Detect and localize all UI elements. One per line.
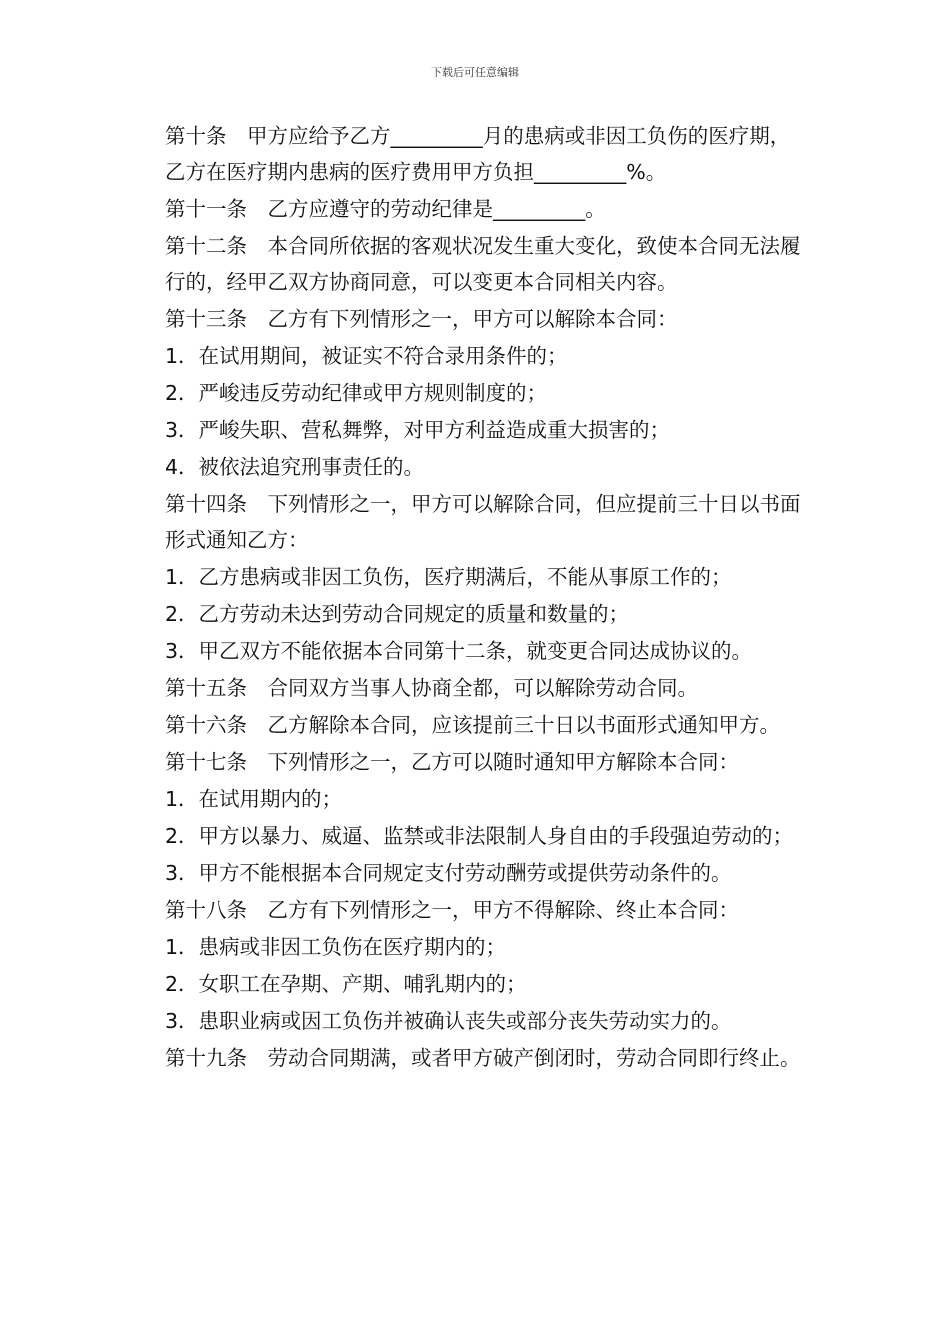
article-18-item-2: 2．女职工在孕期、产期、哺乳期内的； [165,972,527,996]
article-14-item-2: 2．乙方劳动未达到劳动合同规定的质量和数量的； [165,602,630,626]
article-19: 第十九条 劳动合同期满，或者甲方破产倒闭时，劳动合同即行终止。 [165,1046,801,1070]
article-10: 第十条 甲方应给予乙方_________月的患病或非因工负伤的医疗期，乙方在医疗期内患病的医疗费用甲方负担_________%。 [165,124,791,184]
article-13-item-1: 1．在试用期间，被证实不符合录用条件的； [165,344,568,368]
article-14: 第十四条 下列情形之一，甲方可以解除合同，但应提前三十日以书面形式通知乙方： [165,492,801,552]
article-14-item-1: 1．乙方患病或非因工负伤，医疗期满后，不能从事原工作的； [165,565,732,589]
article-13-item-3: 3．严峻失职、营私舞弊，对甲方利益造成重大损害的； [165,418,671,442]
article-12: 第十二条 本合同所依据的客观状况发生重大变化，致使本合同无法履行的，经甲乙双方协商同意，可以变更本合同相关内容。 [165,234,801,294]
article-13: 第十三条 乙方有下列情形之一，甲方可以解除本合同： [165,307,678,331]
article-13-item-2: 2．严峻违反劳动纪律或甲方规则制度的； [165,381,548,405]
article-17-item-2: 2．甲方以暴力、威逼、监禁或非法限制人身自由的手段强迫劳动的； [165,824,794,848]
article-13-item-4: 4．被依法追究刑事责任的。 [165,455,425,479]
page-header: 下载后可任意编辑 [431,66,519,79]
article-15: 第十五条 合同双方当事人协商全都，可以解除劳动合同。 [165,676,698,700]
article-18: 第十八条 乙方有下列情形之一，甲方不得解除、终止本合同： [165,898,739,922]
article-16: 第十六条 乙方解除本合同，应该提前三十日以书面形式通知甲方。 [165,713,780,737]
article-14-item-3: 3．甲乙双方不能依据本合同第十二条，就变更合同达成协议的。 [165,639,753,663]
article-18-item-3: 3．患职业病或因工负伤并被确认丧失或部分丧失劳动实力的。 [165,1009,732,1033]
article-17-item-3: 3．甲方不能根据本合同规定支付劳动酬劳或提供劳动条件的。 [165,861,732,885]
article-17-item-1: 1．在试用期内的； [165,787,343,811]
document-body [145,118,810,1077]
article-18-item-1: 1．患病或非因工负伤在医疗期内的； [165,935,507,959]
article-11: 第十一条 乙方应遵守的劳动纪律是_________。 [165,197,606,221]
article-17: 第十七条 下列情形之一，乙方可以随时通知甲方解除本合同： [165,750,739,774]
